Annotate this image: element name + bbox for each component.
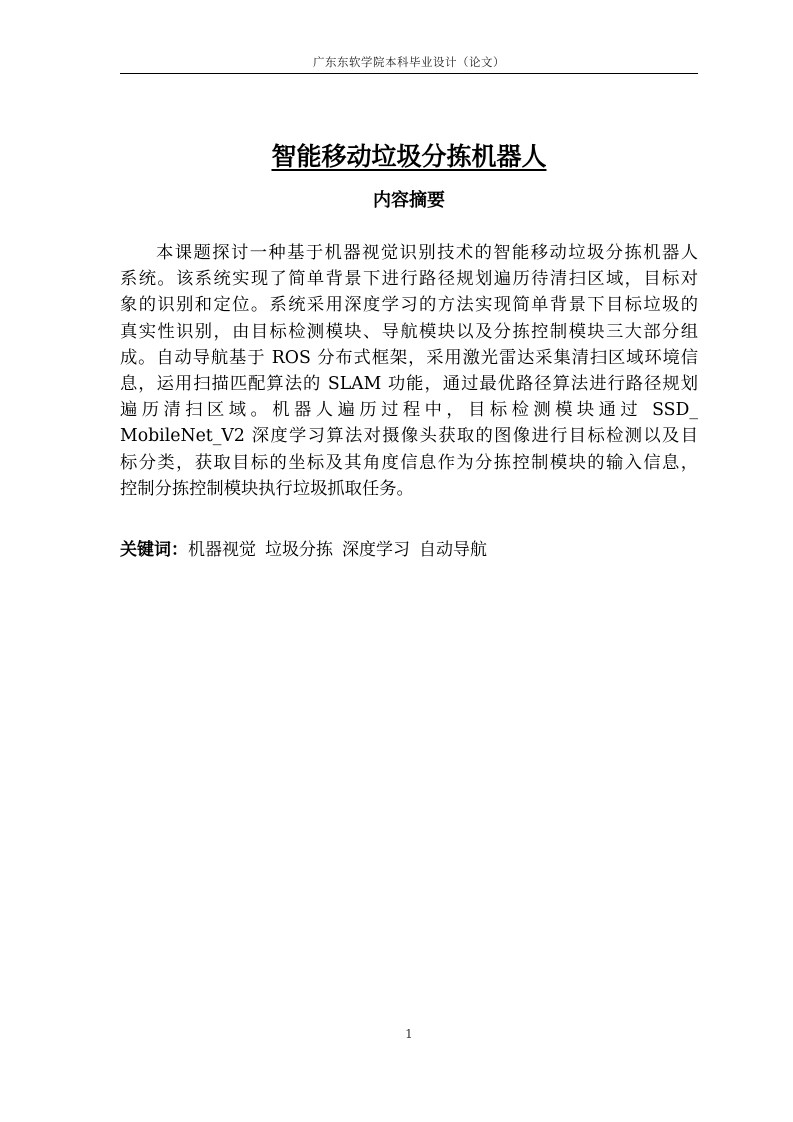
abstract-line: 控制分拣控制模块执行垃圾抓取任务。 — [120, 478, 414, 499]
abstract-line: 系统。该系统实现了简单背景下进行路径规划遍历待清扫区域，目标对 — [120, 269, 698, 290]
page-number: 1 — [405, 1027, 413, 1041]
abstract-line: 真实性识别，由目标检测模块、导航模块以及分拣控制模块三大部分组 — [120, 321, 698, 342]
keywords-label: 关键词： — [120, 540, 188, 560]
section-heading: 内容摘要 — [373, 190, 445, 211]
abstract-line: 本课题探讨一种基于机器视觉识别技术的智能移动垃圾分拣机器人 — [156, 243, 698, 263]
keyword-item: 机器视觉 — [188, 540, 256, 560]
document-title-text: 智能移动垃圾分拣机器人 — [271, 142, 547, 171]
abstract-line: MobileNet_V2 深度学习算法对摄像头获取的图像进行目标检测以及目 — [120, 426, 698, 447]
keywords-line — [120, 537, 698, 563]
abstract-line: 息，运用扫描匹配算法的 SLAM 功能，通过最优路径算法进行路径规划 — [120, 373, 698, 394]
document-title — [120, 140, 698, 174]
abstract-line: 标分类，获取目标的坐标及其角度信息作为分拣控制模块的输入信息， — [120, 452, 698, 473]
abstract-line: 遍历清扫区域。机器人遍历过程中，目标检测模块通过 SSD_ — [120, 400, 698, 421]
header-rule — [120, 73, 698, 74]
keyword-item: 垃圾分拣 — [265, 540, 333, 560]
abstract-body — [120, 240, 698, 502]
keyword-item: 深度学习 — [342, 540, 410, 560]
running-header: 广东东软学院本科毕业设计（论文） — [313, 55, 505, 69]
abstract-line: 成。自动导航基于 ROS 分布式框架，采用激光雷达采集清扫区域环境信 — [120, 347, 698, 368]
keyword-item: 自动导航 — [419, 540, 487, 560]
abstract-line: 象的识别和定位。系统采用深度学习的方法实现简单背景下目标垃圾的 — [120, 295, 698, 316]
